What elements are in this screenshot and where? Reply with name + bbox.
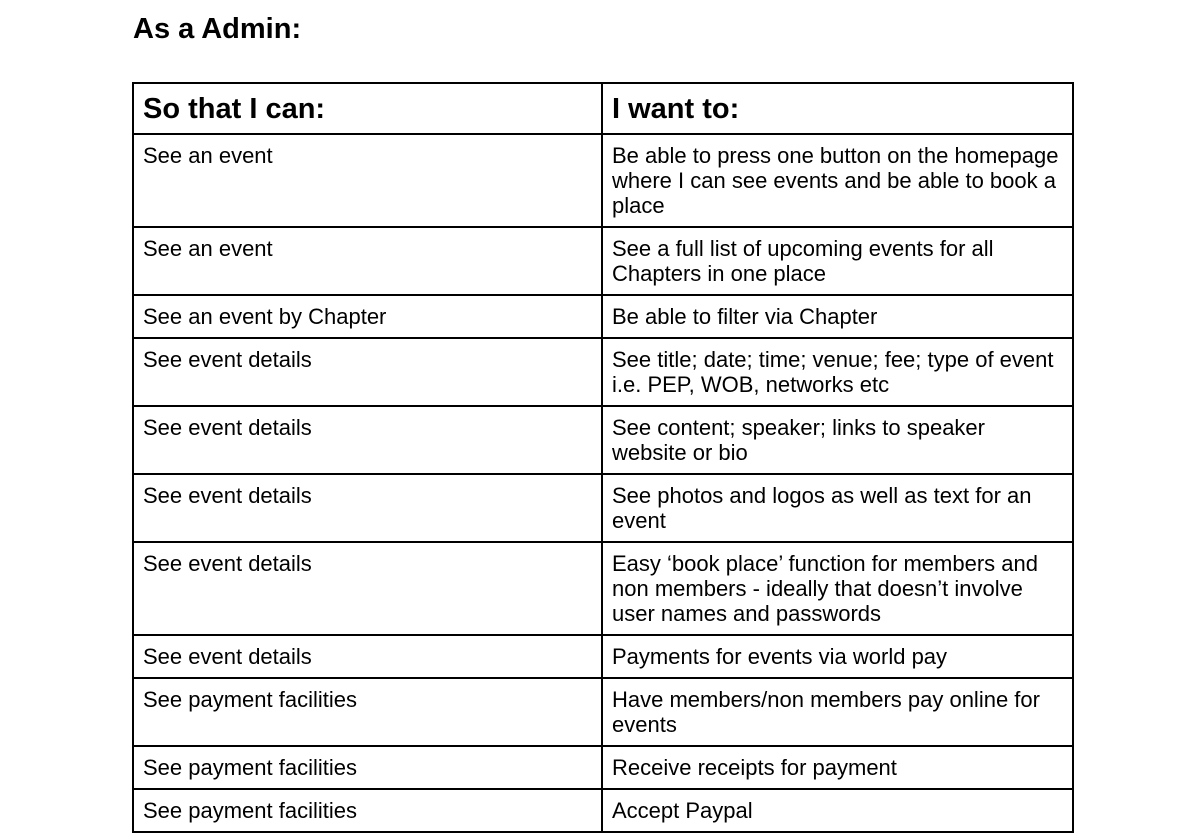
table-row <box>133 678 1073 746</box>
table-row <box>133 406 1073 474</box>
table-row <box>133 635 1073 678</box>
column-header-so-that: So that I can: <box>133 83 602 134</box>
table-row <box>133 789 1073 832</box>
table-row <box>133 134 1073 227</box>
table-row <box>133 338 1073 406</box>
cell-want-to: Be able to press one button on the homepage where I can see events and be able to book a place <box>602 134 1073 227</box>
user-stories-table <box>132 82 1074 833</box>
cell-want-to: Receive receipts for payment <box>602 746 1073 789</box>
cell-so-that: See an event <box>133 227 602 295</box>
page-title: As a Admin: <box>133 13 302 45</box>
cell-want-to: Accept Paypal <box>602 789 1073 832</box>
cell-so-that: See an event <box>133 134 602 227</box>
table-row <box>133 746 1073 789</box>
cell-want-to: Be able to filter via Chapter <box>602 295 1073 338</box>
cell-so-that: See event details <box>133 474 602 542</box>
cell-so-that: See an event by Chapter <box>133 295 602 338</box>
cell-so-that: See payment facilities <box>133 746 602 789</box>
cell-want-to: Payments for events via world pay <box>602 635 1073 678</box>
cell-so-that: See payment facilities <box>133 678 602 746</box>
cell-want-to: Have members/non members pay online for events <box>602 678 1073 746</box>
cell-want-to: See title; date; time; venue; fee; type of event i.e. PEP, WOB, networks etc <box>602 338 1073 406</box>
cell-so-that: See event details <box>133 635 602 678</box>
cell-so-that: See event details <box>133 542 602 635</box>
cell-so-that: See event details <box>133 338 602 406</box>
cell-want-to: See content; speaker; links to speaker website or bio <box>602 406 1073 474</box>
cell-want-to: See a full list of upcoming events for all Chapters in one place <box>602 227 1073 295</box>
table-row <box>133 295 1073 338</box>
table-row <box>133 227 1073 295</box>
cell-want-to: See photos and logos as well as text for an event <box>602 474 1073 542</box>
cell-so-that: See payment facilities <box>133 789 602 832</box>
cell-want-to: Easy ‘book place’ function for members and non members - ideally that doesn’t involve user names and passwords <box>602 542 1073 635</box>
table-row <box>133 474 1073 542</box>
cell-so-that: See event details <box>133 406 602 474</box>
table-header-row <box>133 83 1073 134</box>
column-header-want-to: I want to: <box>602 83 1073 134</box>
table-row <box>133 542 1073 635</box>
